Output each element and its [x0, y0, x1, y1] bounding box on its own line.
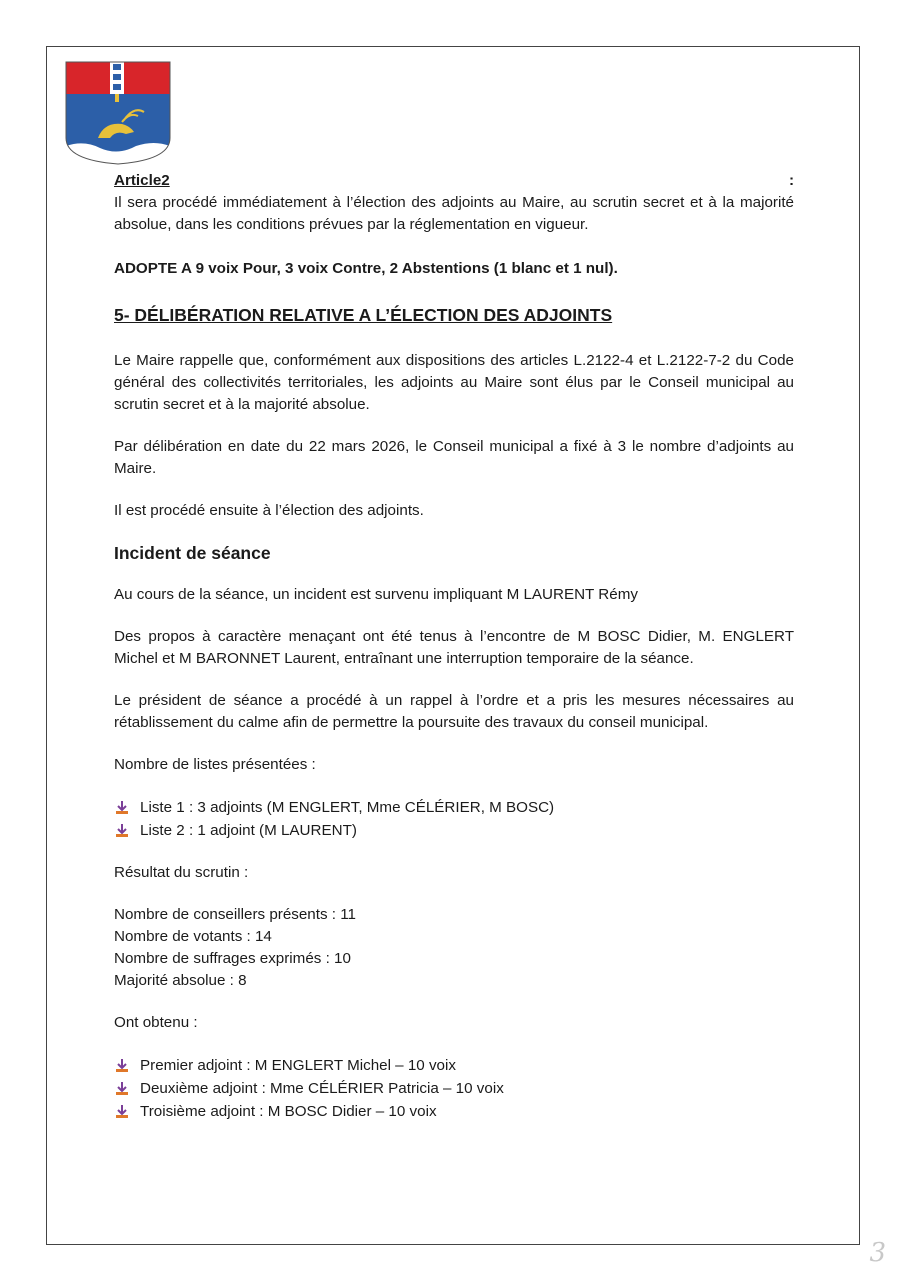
list-item-text: Liste 1 : 3 adjoints (M ENGLERT, Mme CÉLÉRIER, M BOSC) — [140, 798, 555, 816]
coat-of-arms-logo — [64, 60, 172, 166]
incident-paragraph-1: Au cours de la séance, un incident est survenu impliquant M LAURENT Rémy — [114, 586, 638, 603]
result-line: Majorité absolue : 8 — [114, 972, 247, 989]
incident-title: Incident de séance — [114, 543, 271, 563]
article-text: Il sera procédé immédiatement à l’élection des adjoints au Maire, au scrutin secret et à la majorité absolue, dans les conditions prévues par la réglementation en vigueur. — [114, 194, 794, 233]
list-item — [114, 1100, 794, 1123]
result-line: Nombre de suffrages exprimés : 10 — [114, 950, 351, 967]
arrow-bullet-icon — [114, 1104, 130, 1120]
incident-paragraph-3: Le président de séance a procédé à un rappel à l’ordre et a pris les mesures nécessaires au rétablissement du calme afin de permettre la poursuite des travaux du conseil municipal. — [114, 692, 794, 731]
list-item-text: Troisième adjoint : M BOSC Didier – 10 voix — [140, 1102, 437, 1120]
list-item-text: Liste 2 : 1 adjoint (M LAURENT) — [140, 821, 357, 839]
list-item-text: Premier adjoint : M ENGLERT Michel – 10 voix — [140, 1056, 456, 1074]
arrow-bullet-icon — [114, 823, 130, 839]
section-paragraph-2: Par délibération en date du 22 mars 2026, le Conseil municipal a fixé à 3 le nombre d’adjoints au Maire. — [114, 438, 794, 477]
obtained-label: Ont obtenu : — [114, 1014, 198, 1031]
article-title: Article2 — [114, 172, 170, 189]
article-colon: : — [788, 172, 794, 189]
list-item — [114, 796, 794, 819]
arrow-bullet-icon — [114, 1058, 130, 1074]
page-number: 3 — [869, 1238, 886, 1268]
list-item — [114, 819, 794, 842]
section-paragraph-1: Le Maire rappelle que, conformément aux dispositions des articles L.2122-4 et L.2122-7-2 du Code général des collectivités territoriales, les adjoints au Maire sont élus par le Conseil municipal au scrutin secret et à la majorité absolue. — [114, 352, 794, 413]
list-item — [114, 1054, 794, 1077]
article-heading-row — [114, 170, 794, 192]
vote-result: ADOPTE A 9 voix Pour, 3 voix Contre, 2 Abstentions (1 blanc et 1 nul). — [114, 260, 618, 277]
arrow-bullet-icon — [114, 1081, 130, 1097]
arrow-bullet-icon — [114, 800, 130, 816]
list-item — [114, 1077, 794, 1100]
document-body — [114, 170, 794, 1123]
result-line: Nombre de conseillers présents : 11 — [114, 906, 356, 923]
incident-paragraph-2: Des propos à caractère menaçant ont été tenus à l’encontre de M BOSC Didier, M. ENGLERT Michel et M BARONNET Laurent, entraînant une interruption temporaire de la séance. — [114, 628, 794, 667]
section-paragraph-3: Il est procédé ensuite à l’élection des adjoints. — [114, 502, 424, 519]
result-label: Résultat du scrutin : — [114, 864, 249, 881]
lists-label: Nombre de listes présentées : — [114, 756, 316, 773]
obtained-list — [114, 1054, 794, 1123]
section-title: 5- DÉLIBÉRATION RELATIVE A L’ÉLECTION DES ADJOINTS — [114, 305, 613, 325]
lists-list — [114, 796, 794, 842]
result-line: Nombre de votants : 14 — [114, 928, 272, 945]
list-item-text: Deuxième adjoint : Mme CÉLÉRIER Patricia – 10 voix — [140, 1079, 504, 1097]
